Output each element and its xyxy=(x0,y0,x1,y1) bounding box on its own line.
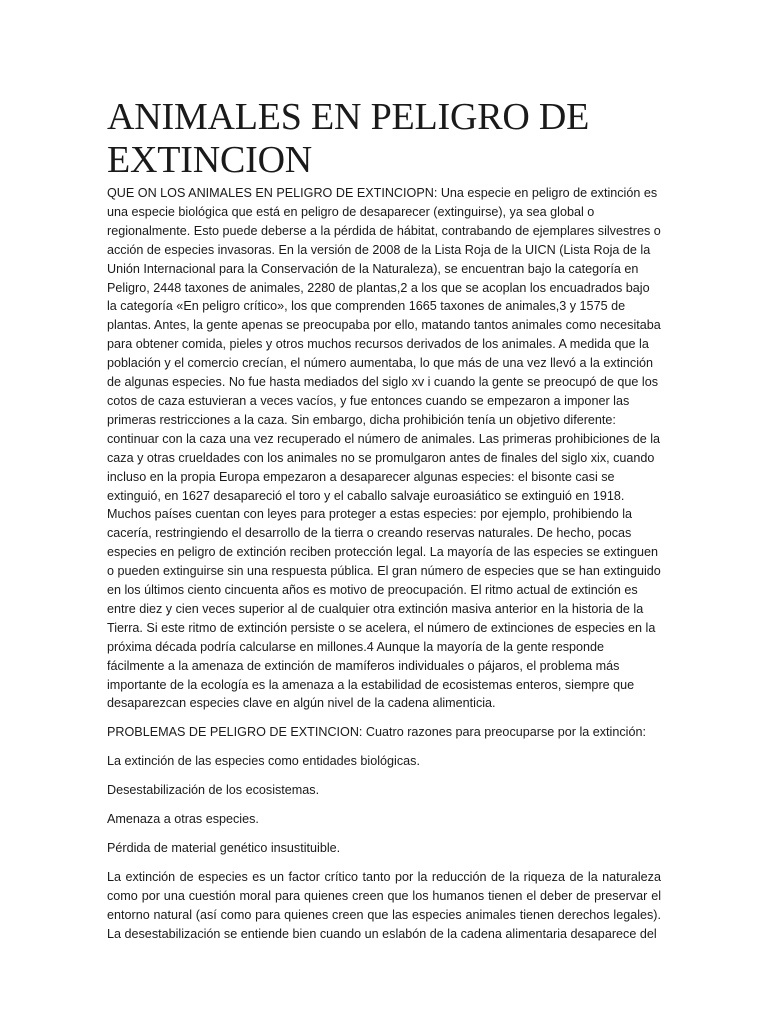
paragraph-problems-heading: PROBLEMAS DE PELIGRO DE EXTINCION: Cuatro razones para preocuparse por la extinción: xyxy=(107,725,646,740)
paragraph-reason-4: Pérdida de material genético insustituible. xyxy=(107,841,341,855)
paragraph-reason-3: Amenaza a otras especies. xyxy=(107,812,259,827)
paragraph-reason-1: La extinción de las especies como entidades biológicas. xyxy=(107,754,420,769)
paragraph-intro: QUE ON LOS ANIMALES EN PELIGRO DE EXTINCIOPN: Una especie en peligro de extinción es una especie biológica que está en peligro de desaparecer (extinguirse), ya sea global o regionalmente. Esto puede deberse a la pérdida de hábitat, contrabando de ejemplares silvestres o acción de especies invasoras. En la versión de 2008 de la Lista Roja de la UICN (Lista Roja de la Unión Internacional para la Conservación de la Naturaleza), se encuentran bajo la categoría en Peligro, 2448 taxones de animales, 2280 de plantas,2 a los que se acoplan los encuadrados bajo la categoría «En peligro crítico», los que comprenden 1665 taxones de animales,3 y 1575 de plantas. Antes, la gente apenas se preocupaba por ello, matando tantos animales como necesitaba para obtener comida, pieles y otros muchos recursos derivados de los animales. A medida que la población y el comercio crecían, el número aumentaba, lo que más de una vez llevó a la extinción de algunas especies. No fue hasta mediados del siglo xv i cuando la gente se preocupó de que los cotos de caza estuvieran a veces vacíos, y fue entonces cuando se empezaron a imponer las primeras restricciones a la caza. Sin embargo, dicha prohibición tenía un objetivo diferente: continuar con la caza una vez recuperado el número de animales. Las primeras prohibiciones de la caza y otras crueldades con los animales no se promulgaron antes de finales del siglo xix, cuando incluso en la propia Europa empezaron a desaparecer algunas especies: el bisonte casi se extinguió, en 1627 desapareció el toro y el caballo salvaje euroasiático se extinguió en 1918. Muchos países cuentan con leyes para proteger a estas especies: por ejemplo, prohibiendo la cacería, restringiendo el desarrollo de la tierra o creando reservas naturales. De hecho, pocas especies en peligro de extinción reciben protección legal. La mayoría de las especies se extinguen o pueden extinguirse sin una respuesta pública. El gran número de especies que se han extinguido en los últimos ciento cincuenta años es motivo de preocupación. El ritmo actual de extinción es entre diez y cien veces superior al de cualquier otra extinción masiva anterior en la historia de la Tierra. Si este ritmo de extinción persiste o se acelera, el número de extinciones de especies en la próxima década podría calcularse en millones.4 Aunque la mayoría de la gente responde fácilmente a la amenaza de extinción de mamíferos individuales o pájaros, el problema más importante de la ecología es la amenaza a la estabilidad de ecosistemas enteros, siempre que desaparezcan especies clave en algún nivel de la cadena alimenticia. xyxy=(107,186,661,711)
paragraph-reason-2: Desestabilización de los ecosistemas. xyxy=(107,783,320,798)
paragraph-conclusion: La extinción de especies es un factor crítico tanto por la reducción de la riqueza de la naturaleza como por una cuestión moral para quienes creen que los humanos tienen el deber de preservar el entorno natural (así como para quienes creen que las especies animales tienen derechos legales). La desestabilización se entiende bien cuando un eslabón de la cadena alimentaria desaparece del xyxy=(107,869,661,941)
document-page xyxy=(107,96,661,954)
document-title: ANIMALES EN PELIGRO DE EXTINCION xyxy=(107,96,590,181)
